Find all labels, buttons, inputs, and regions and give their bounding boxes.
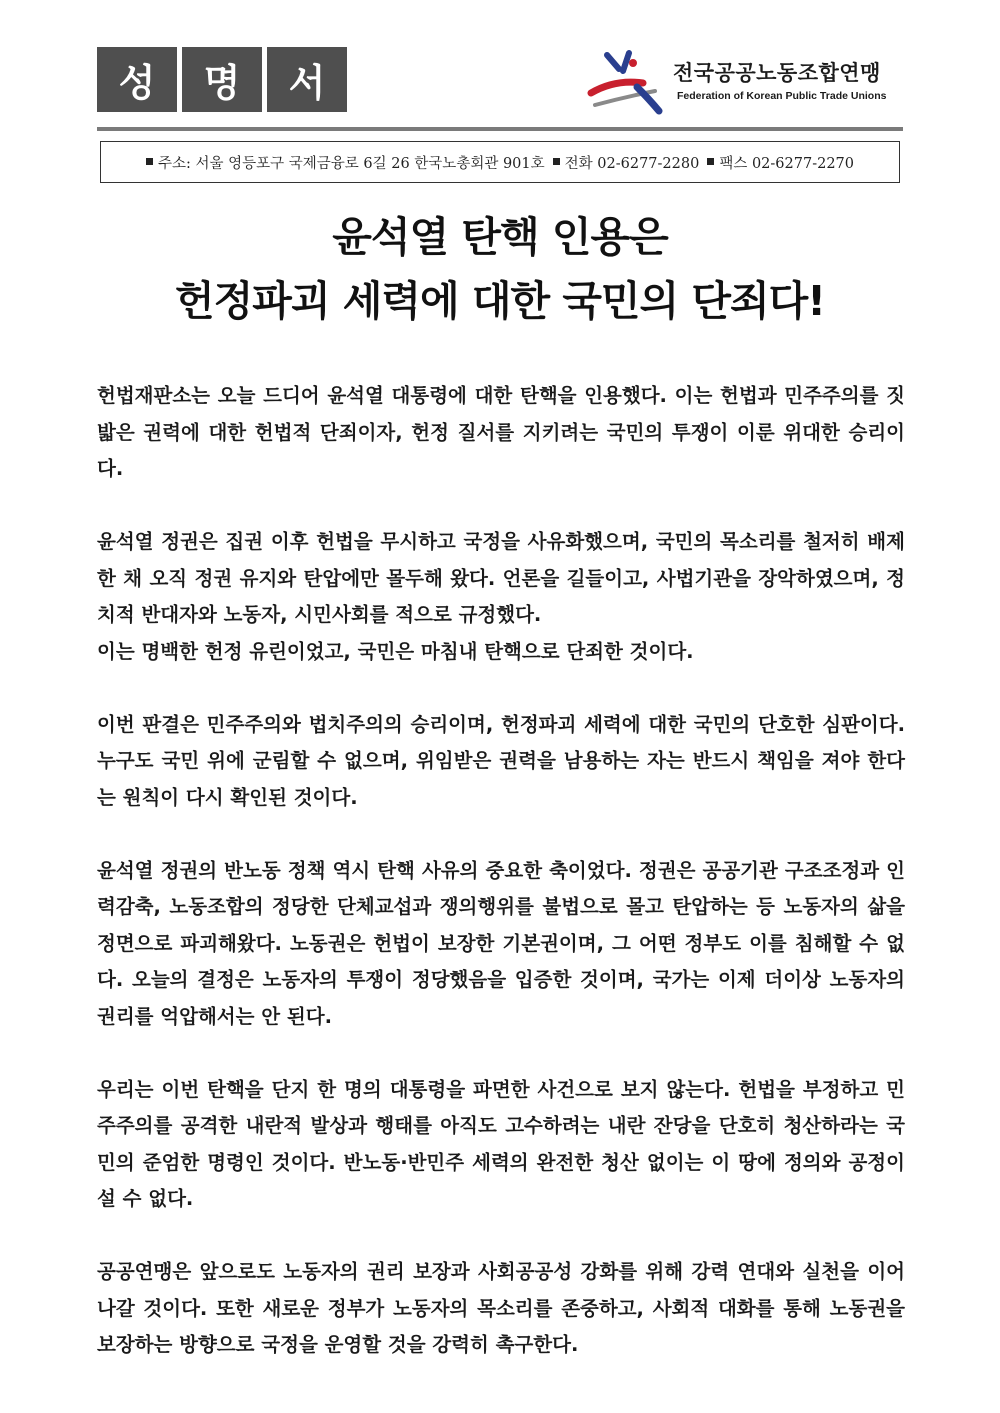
header-box-3: 서 <box>267 47 347 112</box>
contact-info-box <box>100 141 900 183</box>
bullet-square-icon <box>146 158 153 165</box>
paragraph-2: 윤석열 정권은 집권 이후 헌법을 무시하고 국정을 사유화했으며, 국민의 목소리를 철저히 배제한 채 오직 정권 유지와 탄압에만 몰두해 왔다. 언론을 길들이고, 사법기관을 장악하였으며, 정치적 반대자와 노동자, 시민사회를 적으로 규정했다. <box>97 530 905 626</box>
fax-item <box>707 152 854 173</box>
header-box-1: 성 <box>97 47 177 112</box>
organization-logo <box>585 47 905 115</box>
logo-emblem-icon <box>585 47 675 115</box>
fax-text: 팩스 02-6277-2270 <box>719 155 855 172</box>
title-line-2: 헌정파괴 세력에 대한 국민의 단죄다! <box>175 277 825 325</box>
paragraph-6: 우리는 이번 탄핵을 단지 한 명의 대통령을 파면한 사건으로 보지 않는다. 헌법을 부정하고 민주주의를 공격한 내란적 발상과 행태를 아직도 고수하려는 내란 잔당을 단호히 청산하라는 국민의 준엄한 명령인 것이다. 반노동·반민주 세력의 완전한 청산 없이는 이 땅에 정의와 공정이 설 수 없다. <box>97 1077 905 1210</box>
address-item <box>146 152 545 173</box>
paragraph-5: 윤석열 정권의 반노동 정책 역시 탄핵 사유의 중요한 축이었다. 정권은 공공기관 구조조정과 인력감축, 노동조합의 정당한 단체교섭과 쟁의행위를 불법으로 몰고 탄압하는 등 노동자의 삶을 정면으로 파괴해왔다. 노동권은 헌법이 보장한 기본권이며, 그 어떤 정부도 이를 침해할 수 없다. 오늘의 결정은 노동자의 투쟁이 정당했음을 입증한 것이며, 국가는 이제 더이상 노동자의 권리를 억압해서는 안 된다. <box>97 858 905 1028</box>
paragraph-3: 이는 명백한 헌정 유린이었고, 국민은 마침내 탄핵으로 단죄한 것이다. <box>97 639 694 663</box>
paragraph-4: 이번 판결은 민주주의와 법치주의의 승리이며, 헌정파괴 세력에 대한 국민의 단호한 심판이다. 누구도 국민 위에 군림할 수 없으며, 위임받은 권력을 남용하는 자는 반드시 책임을 져야 한다는 원칙이 다시 확인된 것이다. <box>97 712 905 809</box>
statement-body <box>97 378 905 1400</box>
bullet-square-icon <box>553 158 560 165</box>
bullet-square-icon <box>707 158 714 165</box>
paragraph-7: 공공연맹은 앞으로도 노동자의 권리 보장과 사회공공성 강화를 위해 강력 연대와 실천을 이어나갈 것이다. 또한 새로운 정부가 노동자의 목소리를 존중하고, 사회적 대화를 통해 노동권을 보장하는 방향으로 국정을 운영할 것을 강력히 촉구한다. <box>97 1260 905 1356</box>
address-text: 주소: 서울 영등포구 국제금융로 6길 26 한국노총회관 901호 <box>157 155 545 172</box>
logo-english-name: Federation of Korean Public Trade Unions <box>677 90 887 102</box>
paragraph-1: 헌법재판소는 오늘 드디어 윤석열 대통령에 대한 탄핵을 인용했다. 이는 헌법과 민주주의를 짓밟은 권력에 대한 헌법적 단죄이자, 헌정 질서를 지키려는 국민의 투쟁이 이룬 위대한 승리이다. <box>97 384 905 480</box>
phone-item <box>553 152 700 173</box>
header-divider <box>97 127 903 131</box>
document-type-header <box>97 47 347 112</box>
phone-text: 전화 02-6277-2280 <box>564 155 700 172</box>
title-line-1: 윤석열 탄핵 인용은 <box>332 213 668 261</box>
header-box-2: 명 <box>182 47 262 112</box>
statement-title <box>0 205 1000 333</box>
logo-korean-name: 전국공공노동조합연맹 <box>673 61 881 85</box>
